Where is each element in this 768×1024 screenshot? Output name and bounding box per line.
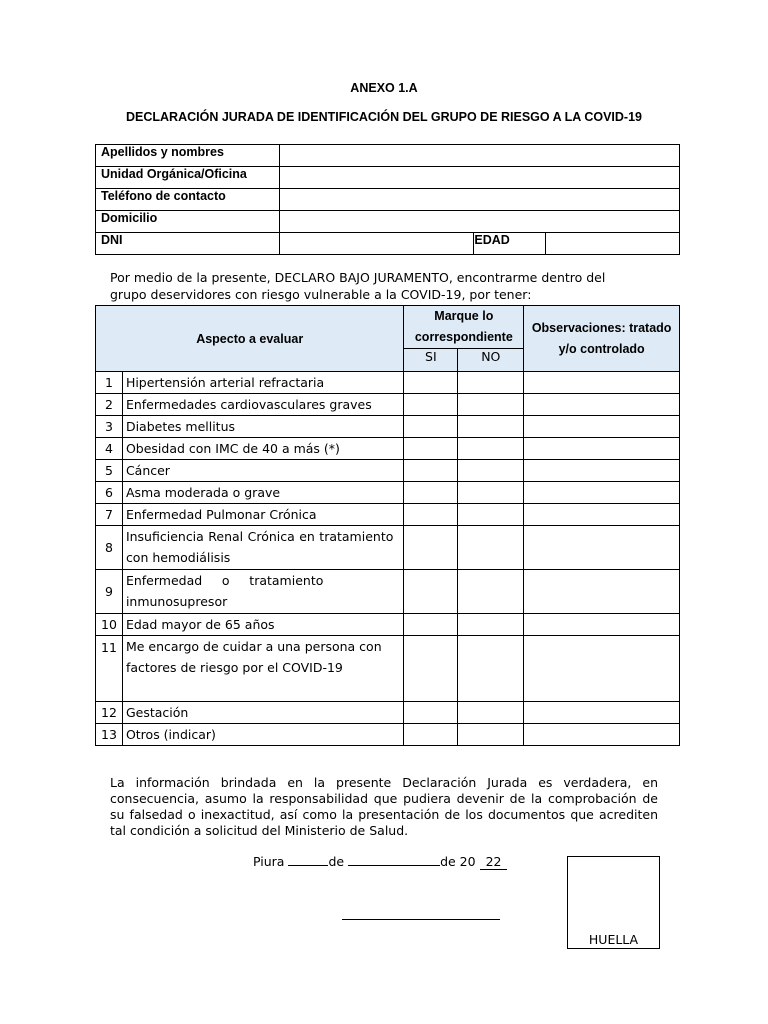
- de-label-2: de 20: [440, 854, 476, 869]
- yes-cell[interactable]: [404, 702, 458, 724]
- yes-cell[interactable]: [404, 636, 458, 702]
- observation-cell[interactable]: [524, 636, 680, 702]
- row-aspect: Hipertensión arterial refractaria: [122, 372, 403, 394]
- table-row: [96, 438, 680, 460]
- no-cell[interactable]: [458, 460, 524, 482]
- year-field[interactable]: [480, 854, 508, 870]
- no-cell[interactable]: [458, 526, 524, 570]
- yes-cell[interactable]: [404, 394, 458, 416]
- row-number: 10: [96, 614, 123, 636]
- month-field[interactable]: [348, 854, 440, 866]
- yes-cell[interactable]: [404, 372, 458, 394]
- observation-cell[interactable]: [524, 702, 680, 724]
- row-aspect-continued: factores de riesgo por el COVID-19: [125, 660, 343, 675]
- yes-cell[interactable]: [404, 438, 458, 460]
- yes-cell[interactable]: [404, 460, 458, 482]
- no-cell[interactable]: [458, 570, 524, 614]
- year-value: 22: [485, 854, 502, 869]
- observation-cell[interactable]: [524, 482, 680, 504]
- row-aspect: Gestación: [122, 702, 403, 724]
- yes-header: SI: [404, 349, 458, 372]
- no-cell[interactable]: [458, 372, 524, 394]
- row-aspect: Edad mayor de 65 años: [122, 614, 403, 636]
- no-cell[interactable]: [458, 636, 524, 702]
- unit-label: Unidad Orgánica/Oficina: [96, 167, 280, 189]
- table-row: [96, 504, 680, 526]
- observation-cell[interactable]: [524, 460, 680, 482]
- intro-line-1: Por medio de la presente, DECLARO BAJO JURAMENTO, encontrarme dentro del: [110, 270, 606, 285]
- yes-cell[interactable]: [404, 570, 458, 614]
- age-field[interactable]: [546, 233, 680, 255]
- row-aspect: Enfermedades cardiovasculares graves: [122, 394, 403, 416]
- observation-cell[interactable]: [524, 394, 680, 416]
- row-number: 13: [96, 724, 123, 746]
- observation-cell[interactable]: [524, 372, 680, 394]
- observation-cell[interactable]: [524, 526, 680, 570]
- no-header: NO: [458, 349, 524, 372]
- row-number: 9: [96, 570, 123, 614]
- table-row: [96, 416, 680, 438]
- no-cell[interactable]: [458, 504, 524, 526]
- address-field[interactable]: [279, 211, 679, 233]
- no-cell[interactable]: [458, 416, 524, 438]
- row-number: 12: [96, 702, 123, 724]
- yes-cell[interactable]: [404, 724, 458, 746]
- yes-cell[interactable]: [404, 482, 458, 504]
- row-aspect: Enfermedad o tratamiento inmunosupresor: [122, 570, 403, 614]
- row-number: 5: [96, 460, 123, 482]
- intro-line-2: grupo deservidores con riesgo vulnerable a la COVID-19, por tener:: [110, 287, 532, 302]
- row-aspect: Cáncer: [122, 460, 403, 482]
- row-aspect-cell: [122, 636, 403, 702]
- dni-label: DNI: [96, 233, 280, 255]
- no-cell[interactable]: [458, 614, 524, 636]
- table-row: [96, 636, 680, 702]
- row-aspect: Insuficiencia Renal Crónica en tratamiento con hemodiálisis: [122, 526, 403, 570]
- observation-cell[interactable]: [524, 570, 680, 614]
- surname-names-field[interactable]: [279, 145, 679, 167]
- declaration-text: La información brindada en la presente Declaración Jurada es verdadera, en consecuencia, asumo la responsabilidad que pudiera devenir de la comprobación de su falsedad o inexactitud, así como la presentación de los documentos que acrediten tal condición a solicitud del Ministerio de Salud.: [110, 775, 658, 838]
- identification-row: [96, 233, 680, 255]
- phone-label: Teléfono de contacto: [96, 189, 280, 211]
- row-aspect: Me encargo de cuidar a una persona con: [125, 639, 382, 654]
- table-row: [96, 394, 680, 416]
- unit-field[interactable]: [279, 167, 679, 189]
- observation-cell[interactable]: [524, 504, 680, 526]
- phone-field[interactable]: [279, 189, 679, 211]
- row-number: 2: [96, 394, 123, 416]
- row-number: 11: [96, 636, 123, 702]
- row-number: 1: [96, 372, 123, 394]
- evaluation-table: [95, 305, 680, 746]
- row-number: 8: [96, 526, 123, 570]
- no-cell[interactable]: [458, 394, 524, 416]
- aspect-header: Aspecto a evaluar: [96, 306, 404, 372]
- no-cell[interactable]: [458, 482, 524, 504]
- table-row: [96, 724, 680, 746]
- fingerprint-box[interactable]: [567, 856, 660, 949]
- observation-cell[interactable]: [524, 614, 680, 636]
- yes-cell[interactable]: [404, 526, 458, 570]
- row-aspect: Asma moderada o grave: [122, 482, 403, 504]
- row-number: 4: [96, 438, 123, 460]
- no-cell[interactable]: [458, 702, 524, 724]
- observation-cell[interactable]: [524, 724, 680, 746]
- row-aspect: Otros (indicar): [122, 724, 403, 746]
- yes-cell[interactable]: [404, 504, 458, 526]
- annex-label: ANEXO 1.A: [350, 81, 418, 95]
- day-field[interactable]: [288, 854, 328, 866]
- row-number: 3: [96, 416, 123, 438]
- observation-cell[interactable]: [524, 438, 680, 460]
- date-line: [253, 854, 507, 870]
- row-number: 7: [96, 504, 123, 526]
- observation-cell[interactable]: [524, 416, 680, 438]
- yes-cell[interactable]: [404, 416, 458, 438]
- table-row: [96, 702, 680, 724]
- identification-table: [95, 144, 680, 255]
- fingerprint-label: HUELLA: [588, 932, 639, 947]
- row-aspect: Obesidad con IMC de 40 a más (*): [122, 438, 403, 460]
- row-aspect: Enfermedad Pulmonar Crónica: [122, 504, 403, 526]
- yes-cell[interactable]: [404, 614, 458, 636]
- table-row: [96, 372, 680, 394]
- age-label: EDAD: [474, 233, 546, 255]
- row-number: 6: [96, 482, 123, 504]
- row-aspect: Diabetes mellitus: [122, 416, 403, 438]
- identification-row: [96, 211, 680, 233]
- no-cell[interactable]: [458, 724, 524, 746]
- identification-row: [96, 189, 680, 211]
- table-row: [96, 482, 680, 504]
- identification-row: [96, 145, 680, 167]
- identification-row: [96, 167, 680, 189]
- table-row: [96, 570, 680, 614]
- table-row: [96, 460, 680, 482]
- table-row: [96, 614, 680, 636]
- observations-header: Observaciones: tratado y/o controlado: [524, 306, 680, 372]
- de-label-1: de: [328, 854, 345, 869]
- document-title: DECLARACIÓN JURADA DE IDENTIFICACIÓN DEL GRUPO DE RIESGO A LA COVID-19: [125, 110, 642, 124]
- place-label: Piura: [253, 854, 285, 869]
- mark-header: Marque lo correspondiente: [404, 306, 524, 349]
- no-cell[interactable]: [458, 438, 524, 460]
- address-label: Domicilio: [96, 211, 280, 233]
- dni-field[interactable]: [279, 233, 474, 255]
- surname-names-label: Apellidos y nombres: [96, 145, 280, 167]
- evaluation-header-row: [96, 306, 680, 349]
- signature-line[interactable]: [342, 919, 500, 920]
- table-row: [96, 526, 680, 570]
